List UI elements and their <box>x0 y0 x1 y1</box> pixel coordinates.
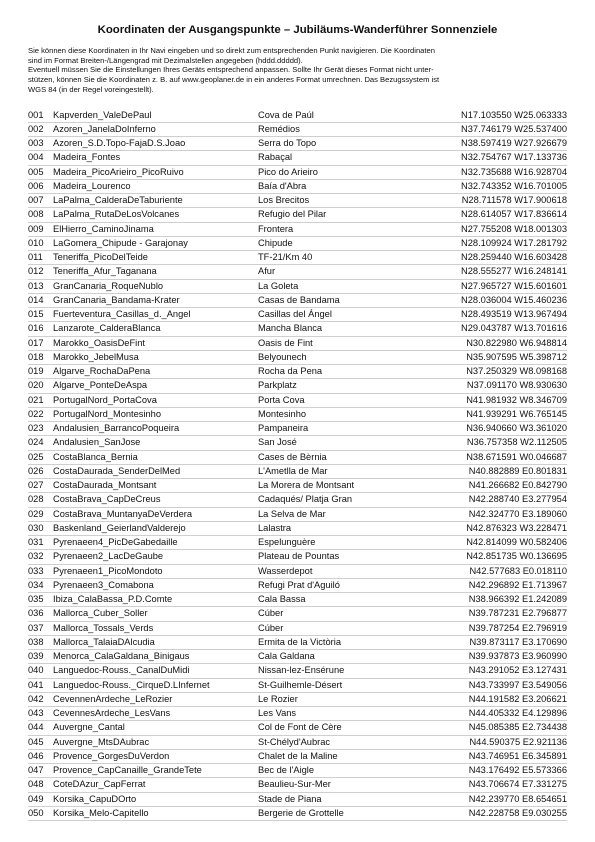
coordinates: N42.876323 W3.228471 <box>466 522 567 533</box>
table-row <box>28 223 567 237</box>
start-point: Frontera <box>258 223 294 234</box>
coordinates: N32.735688 W16.928704 <box>461 166 567 177</box>
coordinates: N32.743352 W16.701005 <box>461 180 567 191</box>
start-point: Rocha da Pena <box>258 366 323 377</box>
route-name: Marokko_JebelMusa <box>53 351 139 362</box>
coordinates: N42.814099 W0.582406 <box>466 537 567 548</box>
coordinates: N29.043787 W13.701616 <box>461 323 567 334</box>
start-point: Porta Cova <box>258 394 305 405</box>
route-name: Algarve_PonteDeAspa <box>53 380 148 391</box>
row-number: 011 <box>28 252 43 263</box>
table-row <box>28 194 567 208</box>
route-name: PortugalNord_Montesinho <box>53 408 162 419</box>
row-number: 050 <box>28 807 44 818</box>
start-point: TF-21/Km 40 <box>258 252 313 263</box>
row-number: 012 <box>28 266 44 277</box>
start-point: Bergerie de Grottelle <box>258 807 344 818</box>
table-row <box>28 636 567 650</box>
route-name: Lanzarote_CalderaBlanca <box>53 323 161 334</box>
coordinates: N38.966392 E1.242089 <box>468 594 567 605</box>
route-name: Madeira_PicoArieiro_PicoRuivo <box>53 166 184 177</box>
start-point: Cadaqués/ Platja Gran <box>258 494 353 505</box>
row-number: 048 <box>28 779 44 790</box>
start-point: Les Vans <box>258 708 297 719</box>
coordinates: N40.882889 E0.801831 <box>468 465 567 476</box>
coordinates: N37.091170 W8.930630 <box>466 380 567 391</box>
start-point: Pampaneira <box>258 423 309 434</box>
start-point: Wasserdepot <box>258 565 313 576</box>
route-name: Pyrenaeen4_PicDeGabedaille <box>53 537 178 548</box>
table-row <box>28 394 567 408</box>
table-row <box>28 536 567 550</box>
table-row <box>28 109 567 123</box>
start-point: Le Rozier <box>258 693 298 704</box>
table-row <box>28 679 567 693</box>
route-name: Korsika_CapuDOrto <box>53 793 137 804</box>
start-point: Plateau de Pountas <box>258 551 340 562</box>
coordinates: N45.085385 E2.734438 <box>468 722 567 733</box>
start-point: La Goleta <box>258 280 299 291</box>
intro-line: Eventuell müssen Sie die Einstellungen Ihres Geräts entsprechend anpassen. Sollte Ihr Gerät dieses Format nicht unter- <box>28 65 434 75</box>
table-row <box>28 579 567 593</box>
coordinates: N27.755208 W18.001303 <box>461 223 567 234</box>
start-point: Baía d'Abra <box>258 180 307 191</box>
row-number: 020 <box>28 380 44 391</box>
table-row <box>28 337 567 351</box>
start-point: Cova de Paúl <box>258 109 314 120</box>
coordinates: N28.614057 W17.836614 <box>461 209 567 220</box>
route-name: CoteDAzur_CapFerrat <box>53 779 146 790</box>
route-name: GranCanaria_RoqueNublo <box>53 280 164 291</box>
start-point: Refugi Prat d'Aguiló <box>258 579 340 590</box>
table-row <box>28 479 567 493</box>
start-point: Cala Bassa <box>258 594 306 605</box>
route-name: CostaBrava_MuntanyaDeVerdera <box>53 508 193 519</box>
route-name: Pyrenaeen1_PicoMondoto <box>53 565 163 576</box>
intro-line: stützen, können Sie die Koordinaten z. B. auf www.geoplaner.de in ein anderes Format umrechnen. Das Bezugssystem ist <box>28 75 440 85</box>
route-name: CostaBlanca_Bernia <box>53 451 138 462</box>
table-row <box>28 493 567 507</box>
start-point: Cúber <box>258 608 284 619</box>
route-name: CostaDaurada_Montsant <box>53 480 157 491</box>
start-point: Nissan-lez-Ensérune <box>258 665 345 676</box>
route-name: LaGomera_Chipude - Garajonay <box>53 237 188 248</box>
route-name: CevennenArdeche_LeRozier <box>53 693 173 704</box>
coordinates: N41.266682 E0.842790 <box>468 480 567 491</box>
table-row <box>28 280 567 294</box>
table-row <box>28 123 567 137</box>
coordinates: N37.746179 W25.537400 <box>461 123 567 134</box>
route-name: Madeira_Lourenco <box>53 180 131 191</box>
row-number: 026 <box>28 465 44 476</box>
row-number: 025 <box>28 451 44 462</box>
coordinates: N32.754767 W17.133736 <box>461 152 567 163</box>
coordinates: N28.555277 W16.248141 <box>461 266 567 277</box>
row-number: 008 <box>28 209 44 220</box>
row-number: 033 <box>28 565 44 576</box>
table-row <box>28 451 567 465</box>
start-point: Ermita de la Victòria <box>258 636 342 647</box>
coordinates: N44.590375 E2.921136 <box>469 736 567 747</box>
table-row <box>28 322 567 336</box>
start-point: Montesinho <box>258 408 307 419</box>
row-number: 013 <box>28 280 44 291</box>
start-point: San José <box>258 437 297 448</box>
coordinates: N42.296892 E1.713967 <box>468 579 567 590</box>
coordinates: N41.981932 W8.346709 <box>466 394 567 405</box>
start-point: Cúber <box>258 622 284 633</box>
page-title: Koordinaten der Ausgangspunkte – Jubiläums-Wanderführer Sonnenziele <box>97 24 498 36</box>
coordinates: N39.787231 E2.796877 <box>468 608 567 619</box>
intro-paragraph <box>28 46 568 95</box>
table-row <box>28 750 567 764</box>
row-number: 041 <box>28 679 44 690</box>
route-name: Andalusien_BarrancoPoqueira <box>53 423 180 434</box>
coordinates: N42.228758 E9.030255 <box>468 807 567 818</box>
table-row <box>28 522 567 536</box>
coordinates: N38.597419 W27.926679 <box>461 138 567 149</box>
route-name: Auvergne_Cantal <box>53 722 125 733</box>
route-name: Teneriffa_PicoDelTeide <box>53 252 148 263</box>
coordinates: N37.250329 W8.098168 <box>466 366 567 377</box>
table-row <box>28 265 567 279</box>
start-point: Stade de Piana <box>258 793 322 804</box>
route-name: Languedoc-Rouss._CanalDuMidi <box>53 665 190 676</box>
table-row <box>28 593 567 607</box>
row-number: 049 <box>28 793 44 804</box>
route-name: Provence_GorgesDuVerdon <box>53 750 170 761</box>
table-row <box>28 422 567 436</box>
coordinates: N39.873117 E3.170690 <box>469 636 567 647</box>
coordinates: N17.103550 W25.063333 <box>461 109 567 120</box>
coordinates: N41.939291 W6.765145 <box>466 408 567 419</box>
row-number: 037 <box>28 622 44 633</box>
start-point: Cala Galdana <box>258 651 315 662</box>
coordinates: N44.191582 E3.206621 <box>468 693 567 704</box>
start-point: Remédios <box>258 123 300 134</box>
table-row <box>28 237 567 251</box>
row-number: 030 <box>28 522 44 533</box>
row-number: 035 <box>28 594 44 605</box>
start-point: La Selva de Mar <box>258 508 326 519</box>
table-row <box>28 693 567 707</box>
row-number: 015 <box>28 309 44 320</box>
row-number: 010 <box>28 237 44 248</box>
route-name: CostaBrava_CapDeCreus <box>53 494 161 505</box>
start-point: Los Brecitos <box>258 195 310 206</box>
start-point: La Morera de Montsant <box>258 480 355 491</box>
table-row <box>28 807 567 821</box>
coordinates: N42.288740 E3.277954 <box>468 494 567 505</box>
route-name: LaPalma_RutaDeLosVolcanes <box>53 209 180 220</box>
table-row <box>28 379 567 393</box>
coordinates: N36.757358 W2.112505 <box>466 437 567 448</box>
route-name: Mallorca_TalaiaDAlcudia <box>53 636 155 647</box>
row-number: 044 <box>28 722 44 733</box>
start-point: Lalastra <box>258 522 292 533</box>
row-number: 005 <box>28 166 44 177</box>
row-number: 001 <box>28 109 44 120</box>
coordinates: N43.706674 E7.331275 <box>468 779 567 790</box>
table-row <box>28 508 567 522</box>
row-number: 027 <box>28 480 44 491</box>
coordinates: N43.733997 E3.549056 <box>468 679 567 690</box>
table-row <box>28 764 567 778</box>
start-point: Espelunguère <box>258 537 316 548</box>
route-name: Pyrenaeen2_LacDeGaube <box>53 551 164 562</box>
table-row <box>28 550 567 564</box>
route-name: Andalusien_SanJose <box>53 437 141 448</box>
route-name: CostaDaurada_SenderDelMed <box>53 465 181 476</box>
route-name: Mallorca_Tossals_Verds <box>53 622 154 633</box>
row-number: 018 <box>28 351 44 362</box>
start-point: Serra do Topo <box>258 138 317 149</box>
row-number: 028 <box>28 494 44 505</box>
route-name: Azoren_S.D.Topo-FajaD.S.Joao <box>53 138 186 149</box>
table-row <box>28 707 567 721</box>
route-name: LaPalma_CalderaDeTaburiente <box>53 195 183 206</box>
table-row <box>28 607 567 621</box>
coordinates: N43.291052 E3.127431 <box>468 665 567 676</box>
start-point: Beaulieu-Sur-Mer <box>258 779 331 790</box>
row-number: 016 <box>28 323 44 334</box>
coordinates: N38.671591 W0.046687 <box>466 451 567 462</box>
start-point: Pico do Arieiro <box>258 166 318 177</box>
row-number: 043 <box>28 708 44 719</box>
table-row <box>28 351 567 365</box>
row-number: 006 <box>28 180 44 191</box>
row-number: 047 <box>28 765 44 776</box>
row-number: 029 <box>28 508 44 519</box>
row-number: 042 <box>28 693 44 704</box>
coordinates: N39.787254 E2.796919 <box>468 622 567 633</box>
row-number: 023 <box>28 423 44 434</box>
coordinates: N39.937873 E3.960990 <box>468 651 567 662</box>
table-row <box>28 408 567 422</box>
start-point: Casas de Bandama <box>258 294 340 305</box>
start-point: Refugio del Pilar <box>258 209 327 220</box>
table-row <box>28 664 567 678</box>
route-name: PortugalNord_PortaCova <box>53 394 157 405</box>
row-number: 031 <box>28 537 44 548</box>
coordinates: N43.176492 E5.573366 <box>468 765 567 776</box>
table-row <box>28 208 567 222</box>
route-name: Madeira_Fontes <box>53 152 121 163</box>
table-row <box>28 151 567 165</box>
row-number: 017 <box>28 337 44 348</box>
route-name: Azoren_JanelaDoInferno <box>53 123 156 134</box>
route-name: Fuerteventura_Casillas_d._Angel <box>53 309 191 320</box>
row-number: 003 <box>28 138 44 149</box>
start-point: Oasis de Fint <box>258 337 313 348</box>
route-name: Languedoc-Rouss._CirqueD.LInfernet <box>53 679 210 690</box>
coordinates: N27.965727 W15.601601 <box>461 280 567 291</box>
table-row <box>28 365 567 379</box>
route-name: Mallorca_Cuber_Soller <box>53 608 148 619</box>
route-name: Kapverden_ValeDePaul <box>53 109 152 120</box>
coordinates: N28.036004 W15.460236 <box>461 294 567 305</box>
row-number: 032 <box>28 551 44 562</box>
row-number: 039 <box>28 651 44 662</box>
row-number: 009 <box>28 223 44 234</box>
row-number: 007 <box>28 195 44 206</box>
coordinates: N28.109924 W17.281792 <box>461 237 567 248</box>
coordinates: N42.851735 W0.136695 <box>466 551 567 562</box>
coordinates: N28.711578 W17.900618 <box>461 195 567 206</box>
route-name: Teneriffa_Afur_Taganana <box>53 266 157 277</box>
route-name: Marokko_OasisDeFint <box>53 337 145 348</box>
row-number: 004 <box>28 152 44 163</box>
route-name: ElHierro_CaminoJinama <box>53 223 154 234</box>
intro-line: sind im Format Breiten-/Längengrad mit Dezimalstellen angegeben (hddd.ddddd). <box>28 55 303 65</box>
table-row <box>28 251 567 265</box>
coordinates: N30.822980 W6.948814 <box>466 337 567 348</box>
row-number: 046 <box>28 750 44 761</box>
table-row <box>28 294 567 308</box>
coordinates: N28.493519 W13.967494 <box>461 309 567 320</box>
row-number: 002 <box>28 123 44 134</box>
table-row <box>28 465 567 479</box>
row-number: 036 <box>28 608 44 619</box>
intro-line: WGS 84 (in der Regel voreingestellt). <box>28 84 154 94</box>
route-name: Auvergne_MtsDAubrac <box>53 736 150 747</box>
start-point: Parkplatz <box>258 380 297 391</box>
table-row <box>28 308 567 322</box>
route-name: CevennesArdeche_LesVans <box>53 708 171 719</box>
table-row <box>28 622 567 636</box>
table-row <box>28 778 567 792</box>
table-row <box>28 793 567 807</box>
coordinates-table <box>28 109 567 822</box>
start-point: L'Ametlla de Mar <box>258 465 328 476</box>
start-point: Chipude <box>258 237 293 248</box>
start-point: Belyounech <box>258 351 307 362</box>
row-number: 021 <box>28 394 44 405</box>
start-point: Casillas del Ángel <box>258 309 332 320</box>
intro-line: Sie können diese Koordinaten in Ihr Navi eingeben und so direkt zum entsprechenden Punkt navigieren. Die Koordinaten <box>28 46 435 55</box>
coordinates: N35.907595 W5.398712 <box>466 351 567 362</box>
start-point: St-Chélyd'Aubrac <box>258 736 331 747</box>
route-name: Algarve_RochaDaPena <box>53 366 151 377</box>
start-point: Chalet de la Maline <box>258 750 338 761</box>
coordinates: N42.239770 E8.654651 <box>468 793 567 804</box>
start-point: Bec de l'Aigle <box>258 765 315 776</box>
route-name: Korsika_Melo-Capitello <box>53 807 149 818</box>
start-point: Col de Font de Cère <box>258 722 342 733</box>
table-row <box>28 166 567 180</box>
route-name: Pyrenaeen3_Comabona <box>53 579 154 590</box>
row-number: 022 <box>28 408 44 419</box>
row-number: 045 <box>28 736 44 747</box>
row-number: 014 <box>28 294 44 305</box>
route-name: Ibiza_CalaBassa_P.D.Comte <box>53 594 173 605</box>
table-row <box>28 721 567 735</box>
row-number: 040 <box>28 665 44 676</box>
row-number: 038 <box>28 636 44 647</box>
table-row <box>28 137 567 151</box>
row-number: 024 <box>28 437 44 448</box>
table-row <box>28 565 567 579</box>
route-name: GranCanaria_Bandama-Krater <box>53 294 180 305</box>
start-point: Rabaçal <box>258 152 293 163</box>
coordinates: N42.324770 E3.189060 <box>468 508 567 519</box>
coordinates: N28.259440 W16.603428 <box>461 252 567 263</box>
start-point: Afur <box>258 266 276 277</box>
coordinates: N36.940660 W3.361020 <box>466 423 567 434</box>
row-number: 034 <box>28 579 44 590</box>
coordinates: N42.577683 E0.018110 <box>469 565 567 576</box>
start-point: St-Guilhemle-Désert <box>258 679 343 690</box>
table-row <box>28 180 567 194</box>
route-name: Baskenland_GeierlandValderejo <box>53 522 186 533</box>
row-number: 019 <box>28 366 44 377</box>
start-point: Cases de Bèrnia <box>258 451 327 462</box>
table-row <box>28 736 567 750</box>
start-point: Mancha Blanca <box>258 323 323 334</box>
route-name: Provence_CapCanaille_GrandeTete <box>53 765 202 776</box>
table-row <box>28 650 567 664</box>
coordinates: N44.405332 E4.129896 <box>468 708 567 719</box>
route-name: Menorca_CalaGaldana_Binigaus <box>53 651 190 662</box>
coordinates: N43.746951 E6.345891 <box>468 750 567 761</box>
table-row <box>28 436 567 450</box>
